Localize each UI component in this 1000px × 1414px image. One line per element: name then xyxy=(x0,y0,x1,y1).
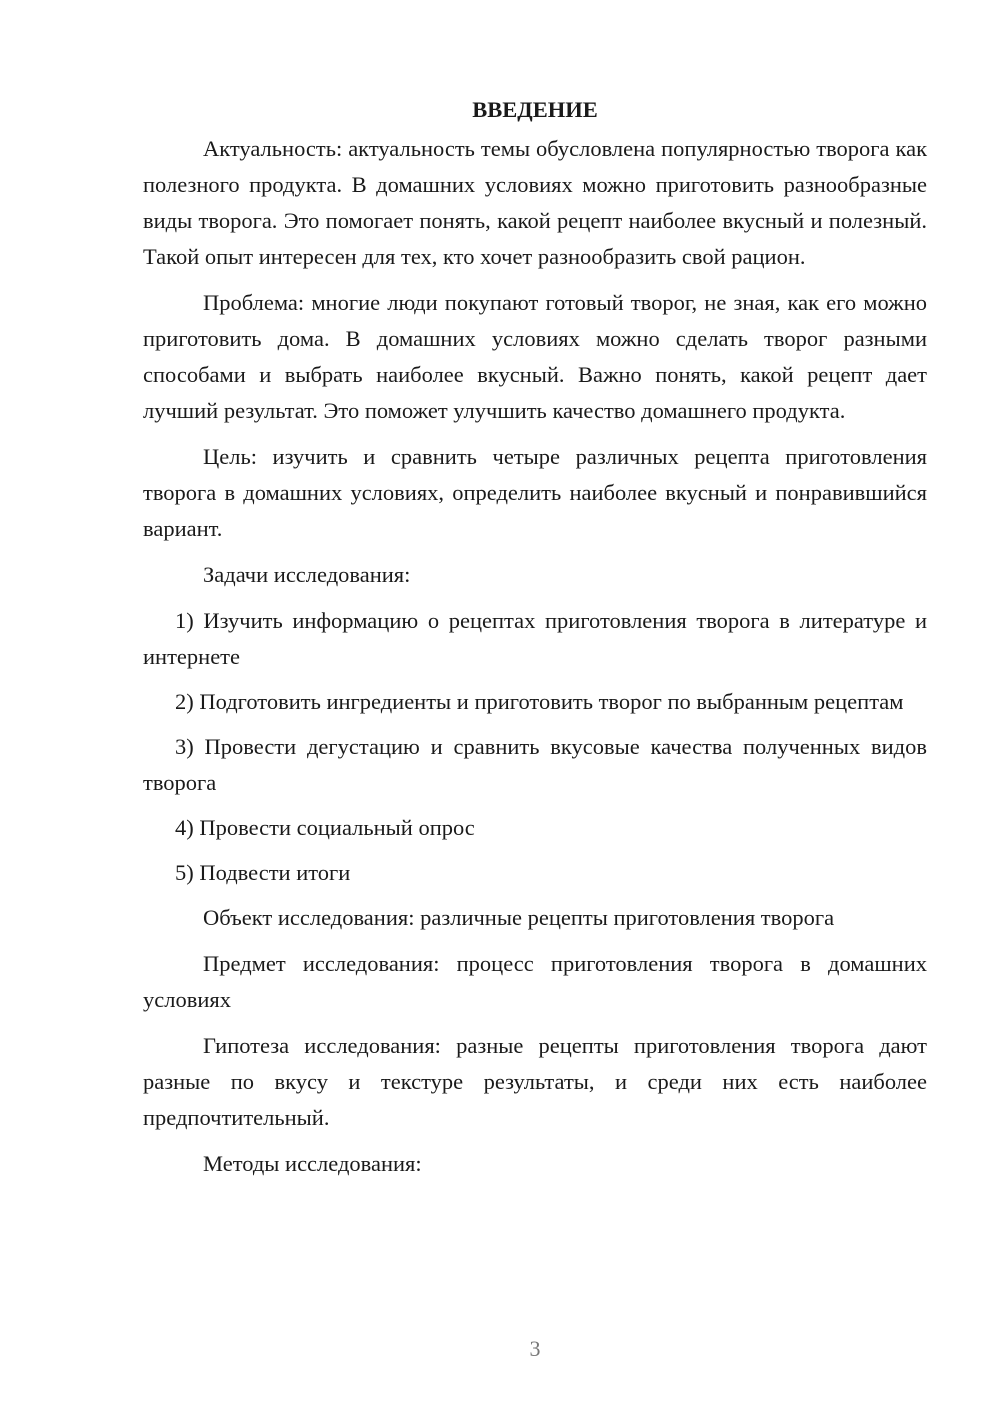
subject-paragraph: Предмет исследования: процесс приготовления творога в домашних условиях xyxy=(143,951,927,1012)
methods-heading: Методы исследования: xyxy=(203,1151,422,1176)
problem-paragraph: Проблема: многие люди покупают готовый творог, не зная, как его можно приготовить дома. В домашних условиях можно сделать творог разными способами и выбрать наиболее вкусный. Важно понять, какой рецепт дает лучший результат. Это поможет улучшить качество домашнего продукта. xyxy=(143,290,927,423)
object-paragraph: Объект исследования: различные рецепты приготовления творога xyxy=(203,905,835,930)
tasks-heading: Задачи исследования: xyxy=(203,562,411,587)
relevance-paragraph: Актуальность: актуальность темы обусловлена популярностью творога как полезного продукта. В домашних условиях можно приготовить разнообразные виды творога. Это помогает понять, какой рецепт наиболее вкусный и полезный. Такой опыт интересен для тех, кто хочет разнообразить свой рацион. xyxy=(143,136,927,269)
page-content xyxy=(143,92,927,1192)
section-title: ВВЕДЕНИЕ xyxy=(472,97,598,122)
goal-paragraph: Цель: изучить и сравнить четыре различных рецепта приготовления творога в домашних условиях, определить наиболее вкусный и понравившийся вариант. xyxy=(143,444,927,541)
task-item-1: 1) Изучить информацию о рецептах приготовления творога в литературе и интернете xyxy=(143,608,927,669)
hypothesis-paragraph: Гипотеза исследования: разные рецепты приготовления творога дают разные по вкусу и текстуре результаты, и среди них есть наиболее предпочтительный. xyxy=(143,1033,927,1130)
task-item-4: 4) Провести социальный опрос xyxy=(175,815,475,840)
task-item-3: 3) Провести дегустацию и сравнить вкусовые качества полученных видов творога xyxy=(143,734,927,795)
task-item-2: 2) Подготовить ингредиенты и приготовить творог по выбранным рецептам xyxy=(175,689,904,714)
page-number: 3 xyxy=(529,1336,541,1361)
task-item-5: 5) Подвести итоги xyxy=(175,860,351,885)
